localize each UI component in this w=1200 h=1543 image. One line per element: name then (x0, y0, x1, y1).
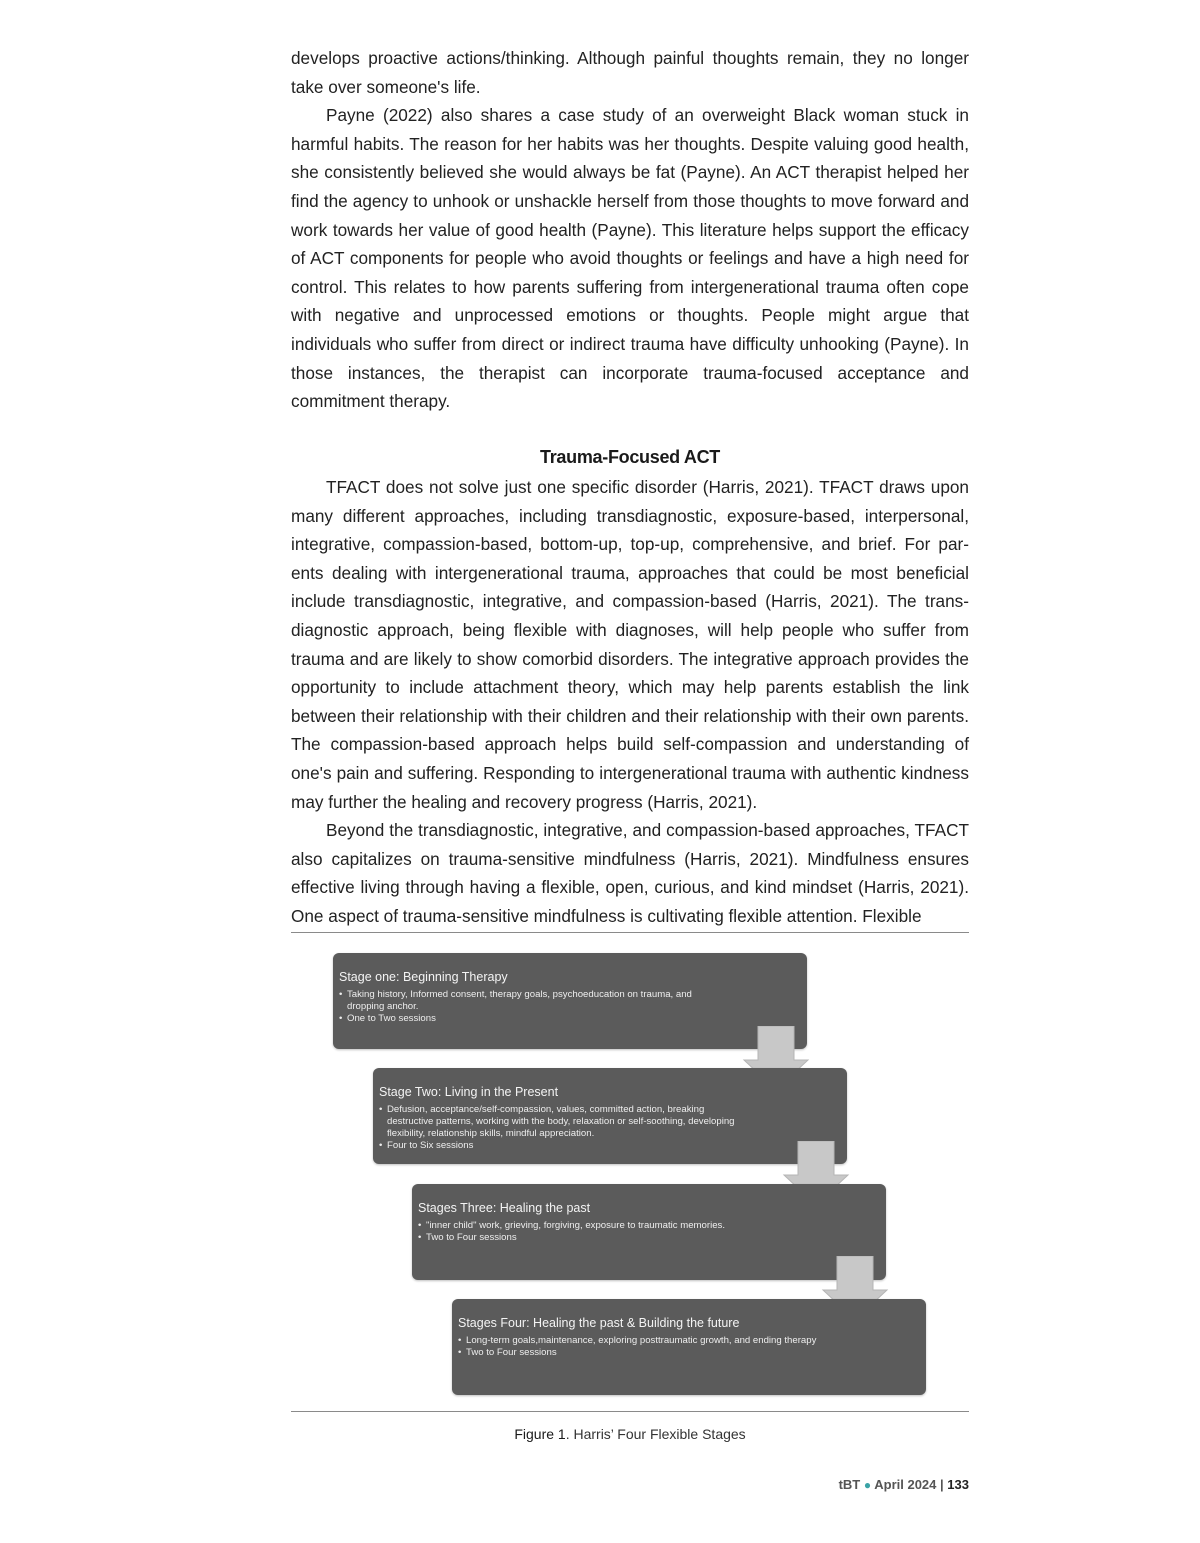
stage-box-1 (333, 953, 807, 1049)
figure-bottom-rule (291, 1411, 969, 1412)
issue-date: April 2024 (874, 1477, 937, 1492)
dot-icon: ● (863, 1478, 872, 1492)
paragraph-tfact-approaches: TFACT does not solve just one specific disorder (Harris, 2021). TFACT draws upon many different approaches, including transdiagnostic, exposure-based, interpersonal, integrative, compassion-based, bottom-up, top-up, comprehensive, and brief. For parents dealing with intergenerational trauma, approaches that could be most beneficial include transdiagnostic, integrative, and compassion-based (Harris, 2021). The transdiagnostic approach, being flexible with diagnoses, will help people who suffer from trauma and are likely to show comorbid disorders. The integrative approach provides the opportunity to include attachment theory, which may help parents establish the link between their relationship with their children and their relationship with their own parents. The compassion-based approach helps build self-compassion and understanding of one's pain and suffering. Responding to intergenerational trauma with authentic kindness may further the healing and recovery progress (Harris, 2021). (291, 477, 969, 812)
paragraph-payne-case-study: Payne (2022) also shares a case study of an overweight Black woman stuck in harmful habits. The reason for her habits was her thoughts. Despite valuing good health, she consistently believed she would always be fat (Payne). An ACT therapist helped her find the agency to unhook or unshackle herself from those thoughts to move forward and work towards her value of good health (Payne). This literature helps support the efficacy of ACT components for people who avoid thoughts or feelings and have a high need for control. This relates to how parents suffering from intergenerational trauma often cope with negative and unprocessed emotions or thoughts. People might argue that individuals who suffer from direct or indirect trauma have difficulty unhooking (Payne). In those instances, the therapist can incorporate trauma-focused acceptance and commitment therapy. (291, 105, 969, 412)
stage-box-3 (412, 1184, 886, 1280)
stage-bullets (379, 1104, 847, 1152)
stage-bullet: • Two to Four sessions (458, 1347, 826, 1359)
paragraph-mindfulness: Beyond the transdiagnostic, integrative, and compassion-based approaches, TFACT also capitalizes on trauma-sensitive mindfulness (Harris, 2021). Mindfulness ensures effective living through having a flexible, open, curious, and kind mindset (Harris, 2021). One aspect of trauma-sensitive mindfulness is cultivating flexible attention. Flexible (291, 820, 969, 926)
stage-bullet: • Taking history, Informed consent, therapy goals, psychoeducation on trauma, and dropping anchor. (339, 989, 707, 1013)
page-footer (839, 1477, 969, 1492)
stage-title: Stages Three: Healing the past (418, 1201, 591, 1215)
stage-title: Stages Four: Healing the past & Building the future (458, 1316, 740, 1330)
article-body-section (291, 473, 969, 931)
stage-bullet: • Defusion, acceptance/self-compassion, values, committed action, breaking destructive patterns, working with the body, relaxation or self-soothing, developing flexibility, relationship skills, mindful appreciation. (379, 1104, 747, 1140)
figure-label: Figure 1 (514, 1426, 566, 1442)
stage-bullets (339, 989, 807, 1025)
page-number: 133 (947, 1477, 969, 1492)
stage-box-2 (373, 1068, 847, 1164)
stage-box-4 (452, 1299, 926, 1395)
stage-title: Stage Two: Living in the Present (379, 1085, 559, 1099)
stage-bullet: • Long-term goals,maintenance, exploring posttraumatic growth, and ending therapy (458, 1335, 826, 1347)
journal-name: tBT (838, 1477, 861, 1492)
stage-bullet: • Two to Four sessions (418, 1232, 786, 1244)
stage-bullet: • One to Two sessions (339, 1013, 707, 1025)
stage-title: Stage one: Beginning Therapy (339, 970, 508, 984)
stage-bullet: • "inner child" work, grieving, forgiving, exposure to traumatic memories. (418, 1220, 786, 1232)
footer-separator: | (940, 1477, 944, 1492)
section-heading: Trauma-Focused ACT (540, 447, 720, 467)
stage-bullet: • Four to Six sessions (379, 1140, 747, 1152)
paragraph-continued: develops proactive actions/thinking. Although painful thoughts remain, they no longer take over someone's life. (291, 48, 969, 97)
article-body (291, 44, 969, 416)
figure-top-rule (291, 932, 969, 933)
stage-bullets (418, 1220, 886, 1244)
stage-bullets (458, 1335, 926, 1359)
figure-caption-text: . Harris’ Four Flexible Stages (565, 1426, 746, 1442)
figure-caption (291, 1426, 969, 1442)
